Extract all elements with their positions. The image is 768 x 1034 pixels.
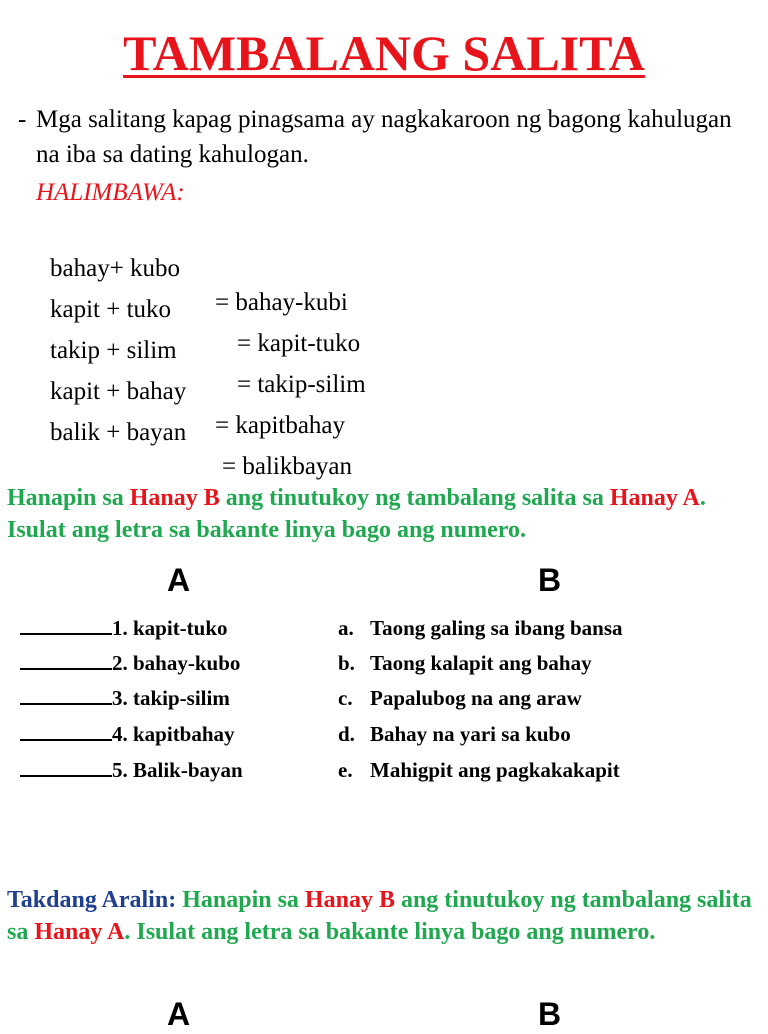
instruction-colon: : bbox=[168, 887, 183, 913]
column-a-header-2: A bbox=[167, 996, 191, 1032]
instruction-text: ang tinutukoy ng tambalang salita sa bbox=[7, 887, 752, 945]
definition bbox=[18, 102, 738, 172]
item-b bbox=[338, 719, 571, 749]
item-b-text: Taong galing sa ibang bansa bbox=[370, 616, 623, 640]
instruction-text: Hanapin sa bbox=[7, 485, 130, 511]
item-a-label: 1. kapit-tuko bbox=[112, 616, 228, 640]
instruction-1 bbox=[7, 482, 767, 546]
instruction-text: . Isulat ang letra sa bakante linya bago ang numero. bbox=[124, 919, 656, 945]
item-b-text: Bahay na yari sa kubo bbox=[370, 722, 571, 746]
item-b bbox=[338, 755, 620, 785]
item-a bbox=[20, 613, 228, 643]
column-a-header: A bbox=[167, 562, 191, 598]
item-b-letter: c. bbox=[338, 686, 353, 710]
example-left: bahay+ kubo bbox=[50, 255, 181, 282]
item-b bbox=[338, 613, 623, 643]
example-right: = bahay-kubi bbox=[215, 289, 348, 316]
item-b-letter: a. bbox=[338, 616, 354, 640]
example-right: = kapit-tuko bbox=[237, 330, 361, 357]
examples-label: HALIMBAWA: bbox=[36, 179, 185, 206]
instruction-hanay-a: Hanay A bbox=[34, 919, 125, 945]
definition-dash: - bbox=[18, 106, 27, 133]
example-left: kapit + tuko bbox=[50, 296, 172, 323]
item-a bbox=[20, 683, 230, 713]
example-left: balik + bayan bbox=[50, 419, 187, 446]
takdang-aralin-label: Takdang Aralin bbox=[7, 887, 169, 913]
item-b bbox=[338, 648, 592, 678]
item-a bbox=[20, 648, 240, 678]
item-b-letter: d. bbox=[338, 722, 355, 746]
example-right: = balikbayan bbox=[222, 453, 353, 480]
item-b-text: Papalubog na ang araw bbox=[370, 686, 582, 710]
definition-text: Mga salitang kapag pinagsama ay nagkakaroon ng bagong kahulugan na iba sa dating kahulogan. bbox=[36, 106, 732, 168]
item-b-letter: e. bbox=[338, 758, 353, 782]
example-left: kapit + bahay bbox=[50, 378, 187, 405]
example-right: = kapitbahay bbox=[215, 412, 346, 439]
answer-blank[interactable] bbox=[20, 719, 112, 741]
item-b-letter: b. bbox=[338, 651, 355, 675]
item-a-label: 5. Balik-bayan bbox=[112, 758, 243, 782]
column-b-header-2: B bbox=[538, 996, 562, 1032]
item-b-text: Mahigpit ang pagkakakapit bbox=[370, 758, 620, 782]
instruction-text: Hanapin sa bbox=[182, 887, 305, 913]
answer-blank[interactable] bbox=[20, 683, 112, 705]
instruction-2 bbox=[7, 884, 767, 948]
answer-blank[interactable] bbox=[20, 648, 112, 670]
answer-blank[interactable] bbox=[20, 755, 112, 777]
instruction-hanay-a: Hanay A bbox=[609, 485, 700, 511]
example-left: takip + silim bbox=[50, 337, 177, 364]
instruction-hanay-b: Hanay B bbox=[129, 485, 220, 511]
item-a bbox=[20, 755, 243, 785]
item-a-label: 3. takip-silim bbox=[112, 686, 230, 710]
item-a bbox=[20, 719, 235, 749]
instruction-text: ang tinutukoy ng tambalang salita sa bbox=[219, 485, 610, 511]
title-text: TAMBALANG SALITA bbox=[123, 25, 645, 81]
item-a-label: 4. kapitbahay bbox=[112, 722, 235, 746]
answer-blank[interactable] bbox=[20, 613, 112, 635]
item-b-text: Taong kalapit ang bahay bbox=[370, 651, 592, 675]
page-title bbox=[0, 22, 768, 84]
column-b-header: B bbox=[538, 562, 562, 598]
instruction-text: . Isulat ang letra sa bakante linya bago ang numero. bbox=[7, 485, 706, 543]
item-a-label: 2. bahay-kubo bbox=[112, 651, 241, 675]
item-b bbox=[338, 683, 582, 713]
example-row bbox=[50, 382, 550, 484]
example-right: = takip-silim bbox=[237, 371, 366, 398]
instruction-hanay-b: Hanay B bbox=[304, 887, 395, 913]
